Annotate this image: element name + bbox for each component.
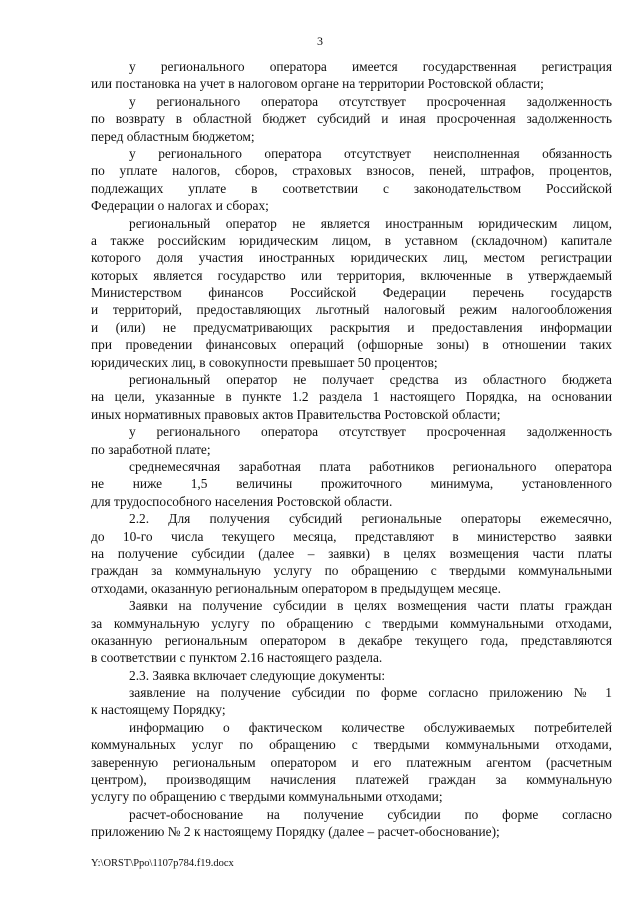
paragraph-line: Заявки на получение субсидии в целях возмещения части платы граждан (129, 598, 612, 614)
paragraph-line: 2.3. Заявка включает следующие документы: (129, 667, 386, 683)
paragraph-line: у регионального оператора отсутствует просроченная задолженность (129, 93, 612, 109)
paragraph-line: у регионального оператора отсутствует просроченная задолженность (129, 424, 612, 440)
paragraph-line: центром), производящим начисления платежей граждан за коммунальную (91, 772, 612, 788)
paragraph-line: которых является государство или территория, включенные в утверждаемый (91, 267, 612, 283)
paragraph-line: информацию о фактическом количестве обслуживаемых потребителей (129, 719, 612, 735)
paragraph-line: подлежащих уплате в соответствии с законодательством Российской (91, 180, 612, 196)
paragraph-line: Федерации о налогах и сборах; (91, 198, 269, 214)
paragraph-line: заявление на получение субсидии по форме согласно приложению № 1 (129, 685, 612, 701)
file-path-footer: Y:\ORST\Ppo\1107p784.f19.docx (91, 858, 234, 869)
paragraph-line: у регионального оператора имеется государственная регистрация (129, 59, 612, 74)
paragraph-line: среднемесячная заработная плата работников регионального оператора (129, 458, 612, 474)
paragraph-line: по возврату в областной бюджет субсидий и иная просроченная задолженность (91, 111, 612, 127)
paragraph-line: до 10-го числа текущего месяца, представляют в министерство заявки (91, 528, 612, 544)
paragraph-line: 2.2. Для получения субсидий региональные операторы ежемесячно, (129, 511, 612, 527)
paragraph-line: оказанную региональным оператором в декабре текущего года, представляются (91, 632, 612, 648)
paragraph-line: на цели, указанные в пункте 1.2 раздела 1 настоящего Порядка, на основании (91, 389, 612, 405)
paragraph-line: не ниже 1,5 величины прожиточного минимума, установленного (91, 476, 612, 492)
paragraph-line: по заработной плате; (91, 441, 211, 457)
paragraph-line: а также российским юридическим лицом, в уставном (складочном) капитале (91, 232, 612, 248)
paragraph-line: граждан за коммунальную услугу по обращению с твердыми коммунальными (91, 563, 612, 579)
paragraph-line: коммунальных услуг по обращению с твердыми коммунальными отходами, (91, 737, 612, 753)
paragraph-line: за коммунальную услугу по обращению с твердыми коммунальными отходами, (91, 615, 612, 631)
paragraph-line: в соответствии с пунктом 2.16 настоящего раздела. (91, 650, 383, 666)
page-number: 3 (317, 34, 323, 48)
paragraph-line: региональный оператор не получает средства из областного бюджета (129, 372, 612, 388)
paragraph-line: отходами, оказанную региональным оператором в предыдущем месяце. (91, 580, 501, 596)
paragraph-line: на получение субсидии (далее – заявки) в целях возмещения части платы (91, 545, 612, 561)
paragraph-line: и (или) не предусматривающих раскрытия и предоставления информации (91, 319, 612, 335)
paragraph-line: для трудоспособного населения Ростовской области. (91, 493, 393, 509)
paragraph-line: заверенную региональным оператором и его платежным агентом (расчетным (91, 754, 612, 770)
paragraph-line: и территорий, предоставляющих льготный налоговый режим налогообложения (91, 302, 612, 318)
paragraph-line: к настоящему Порядку; (91, 702, 226, 718)
paragraph-line: иных нормативных правовых актов Правительства Ростовской области; (91, 406, 501, 422)
paragraph-line: юридических лиц, в совокупности превышает 50 процентов; (91, 354, 438, 370)
paragraph-line: при проведении финансовых операций (офшорные зоны) в отношении таких (91, 337, 612, 353)
paragraph-line: по уплате налогов, сборов, страховых взносов, пеней, штрафов, процентов, (91, 163, 612, 179)
paragraph-line: которого доля участия иностранных юридических лиц, местом регистрации (91, 250, 612, 266)
paragraph-line: у регионального оператора отсутствует неисполненная обязанность (129, 145, 612, 161)
paragraph-line: услугу по обращению с твердыми коммунальными отходами; (91, 789, 443, 805)
document-body (91, 58, 612, 841)
paragraph-line: перед областным бюджетом; (91, 128, 255, 144)
paragraph-line: расчет-обоснование на получение субсидии по форме согласно (129, 806, 612, 822)
paragraph-line: приложению № 2 к настоящему Порядку (далее – расчет-обоснование); (91, 824, 500, 840)
paragraph-line: или постановка на учет в налоговом органе на территории Ростовской области; (91, 76, 544, 92)
paragraph-line: региональный оператор не является иностранным юридическим лицом, (129, 215, 612, 231)
paragraph-line: Министерством финансов Российской Федерации перечень государств (91, 285, 612, 301)
